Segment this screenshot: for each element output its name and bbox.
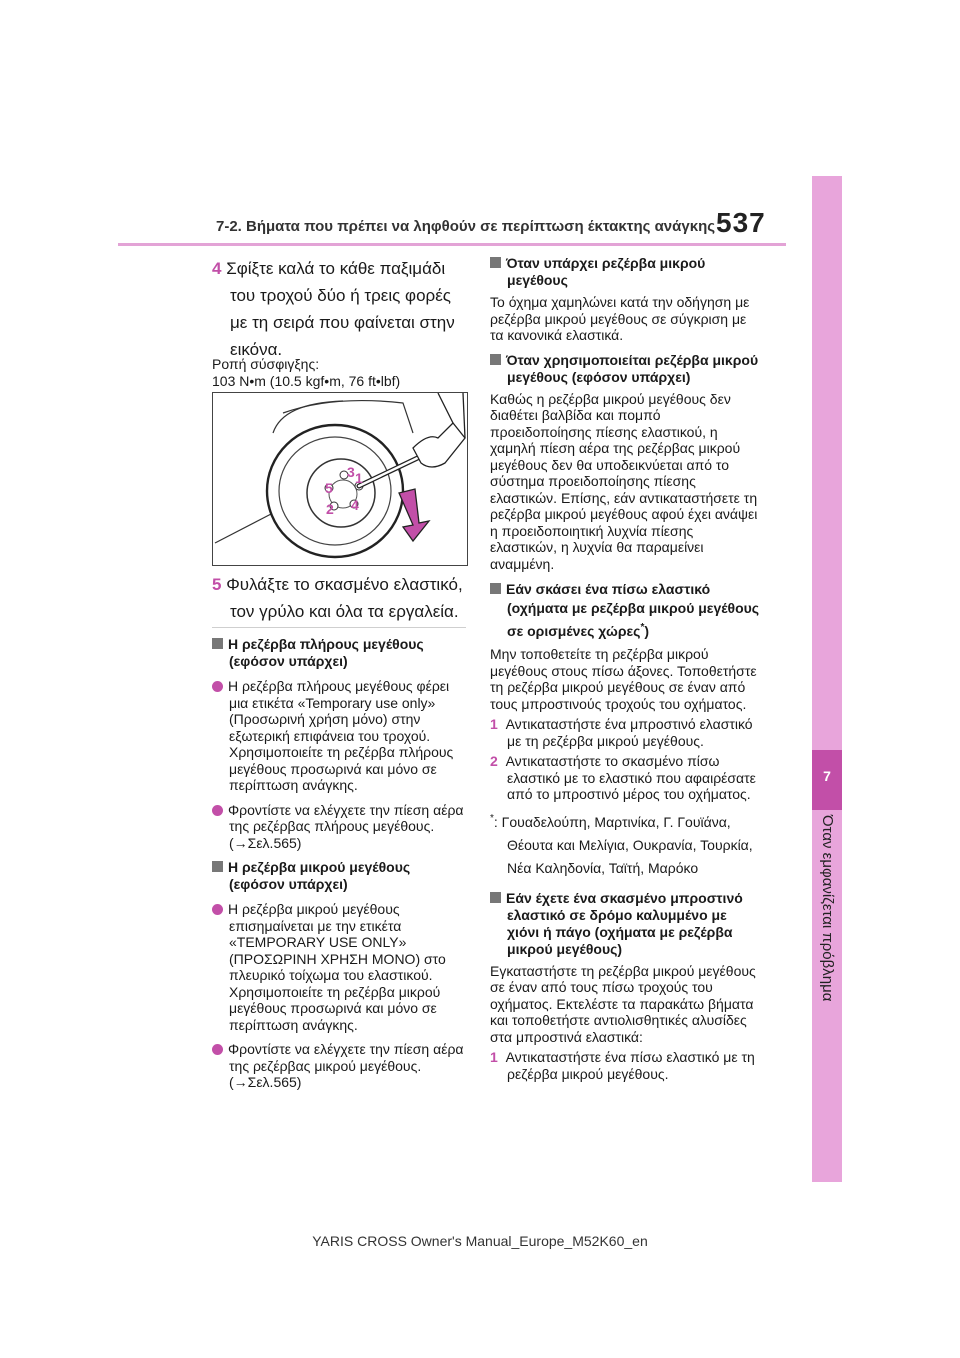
page-number: 537 [716, 207, 766, 238]
wheel-nut-figure [212, 392, 468, 566]
step-4-text: Σφίξτε καλά το κάθε παξιμάδι του τροχού δύο ή τρεις φορές με τη σειρά που φαίνεται στην εικόνα. [226, 259, 455, 359]
header-title: 7-2. Βήματα που πρέπει να ληφθούν σε περίπτωση έκτακτης ανάγκης [216, 218, 716, 235]
square-bullet-icon [212, 638, 223, 649]
section-rear-flat-text: Μην τοποθετείτε τη ρεζέρβα μικρού μεγέθους στους πίσω άξονες. Τοποθετήστε τη ρεζέρβα μικρού μεγέθους σε έναν από τους μπροστινούς τροχούς του οχήματος. [490, 646, 757, 712]
section-compact-use-text: Καθώς η ρεζέρβα μικρού μεγέθους δεν διαθέτει βαλβίδα και πομπό προειδοποίησης πίεσης ελαστικού, η χαμηλή πίεση αέρα της ρεζέρβας μικρού μεγέθους δεν θα υποδεικνύεται από το σύστημα προειδοποίησης πίεσης ελαστικών. Επίσης, εάν αντικαταστήσετε τη ρεζέρβα μικρού μεγέθους αφού έχει ανάψει η προειδοποιητική λυχνία πίεσης ελαστικών, η λυχνία θα παραμείνει αναμμένη. [490, 390, 758, 572]
section-front-flat-snow-text: Εγκαταστήστε τη ρεζέρβα μικρού μεγέθους σε έναν από τους πίσω τροχούς του οχήματος. Εκτελέστε τα παρακάτω βήματα και τοποθετήστε αντιολισθητικές αλυσίδες στα μπροστινά ελαστικά: [490, 962, 756, 1045]
section-full-size-spare-title: Η ρεζέρβα πλήρους μεγέθους (εφόσον υπάρχει) [212, 636, 468, 670]
figure-label-2: 2 [326, 501, 334, 517]
side-tab-label-wrap [810, 815, 844, 1025]
square-bullet-icon [490, 892, 501, 903]
torque-value: 103 N•m (10.5 kgf•m, 76 ft•lbf) [212, 372, 401, 389]
square-bullet-icon [212, 861, 223, 872]
step-4-number: 4 [212, 259, 222, 278]
footer: YARIS CROSS Owner's Manual_Europe_M52K60_en [312, 1233, 648, 1249]
square-bullet-icon [490, 583, 501, 594]
footnote: *: Γουαδελούπη, Μαρτινίκα, Γ. Γουϊάνα, Θέουτα και Μελίγια, Ουκρανία, Τουρκία, Νέα Καληδονία, Ταϊτή, Μαρόκο [490, 812, 753, 876]
right-notes [490, 255, 760, 1082]
section-compact-spare-title: Η ρεζέρβα μικρού μεγέθους (εφόσον υπάρχει) [212, 859, 468, 893]
round-bullet-icon [212, 681, 223, 692]
bullet-full-size-label: Η ρεζέρβα πλήρους μεγέθους φέρει μια ετικέτα «Temporary use only» (Προσωρινή χρήση μόνο) στην εξωτερική επιφάνεια του τροχού. Χρησιμοποιείτε τη ρεζέρβα πλήρους μεγέθους προσωρινά και μόνο σε περίπτωση ανάγκης. [212, 678, 468, 794]
rear-flat-step-2: 2 Αντικαταστήστε το σκασμένο πίσω ελαστικό με το ελαστικό που αφαιρέσατε από το μπροστινό μέρος του οχήματος. [490, 753, 756, 802]
step-4 [212, 255, 470, 363]
rear-flat-step-1: 1 Αντικαταστήστε ένα μπροστινό ελαστικό με τη ρεζέρβα μικρού μεγέθους. [490, 716, 753, 749]
bullet-compact-label: Η ρεζέρβα μικρού μεγέθους επισημαίνεται με την ετικέτα «TEMPORARY USE ONLY» (ΠΡΟΣΩΡΙΝΗ ΧΡΗΣΗ ΜΟΝΟ) στο πλευρικό τοίχωμα του ελαστικού. Χρησιμοποιείτε τη ρεζέρβα μικρού μεγέθους προσωρινά και μόνο σε περίπτωση ανάγκης. [212, 901, 468, 1033]
front-flat-step-1: 1 Αντικαταστήστε ένα πίσω ελαστικό με τη ρεζέρβα μικρού μεγέθους. [490, 1049, 755, 1082]
square-bullet-icon [490, 257, 501, 268]
round-bullet-icon [212, 904, 223, 915]
figure-label-3: 3 [347, 464, 355, 480]
section-rear-flat-title: Εάν σκάσει ένα πίσω ελαστικό (οχήματα με ρεζέρβα μικρού μεγέθους σε ορισμένες χώρες*) [490, 580, 760, 641]
left-notes [212, 636, 468, 1091]
side-tab [812, 176, 842, 1182]
section-compact-lower-text: Το όχημα χαμηλώνει κατά την οδήγηση με ρεζέρβα μικρού μεγέθους σε σύγκριση με τα κανονικά ελαστικά. [490, 294, 750, 343]
section-divider [212, 627, 466, 628]
wheel-illustration [213, 393, 467, 565]
bullet-full-size-pressure: Φροντίστε να ελέγχετε την πίεση αέρα της ρεζέρβας πλήρους μεγέθους. (→Σελ.565) [212, 802, 468, 852]
figure-label-5: 5 [325, 480, 333, 496]
figure-label-1: 1 [355, 470, 363, 486]
step-5-number: 5 [212, 575, 222, 594]
torque-spec [212, 356, 468, 389]
section-compact-lower-title: Όταν υπάρχει ρεζέρβα μικρού μεγέθους [490, 255, 760, 289]
side-tab-label: Όταν εμφανίζεται πρόβλημα [819, 815, 836, 1002]
square-bullet-icon [490, 354, 501, 365]
section-compact-use-title: Όταν χρησιμοποιείται ρεζέρβα μικρού μεγέθους (εφόσον υπάρχει) [490, 352, 760, 386]
step-5 [212, 571, 470, 625]
step-5-text: Φυλάξτε το σκασμένο ελαστικό, τον γρύλο και όλα τα εργαλεία. [226, 575, 463, 621]
round-bullet-icon [212, 1044, 223, 1055]
section-front-flat-snow-title: Εάν έχετε ένα σκασμένο μπροστινό ελαστικό σε δρόμο καλυμμένο με χιόνι ή πάγο (οχήματα με ρεζέρβα μικρού μεγέθους) [490, 890, 760, 958]
side-tab-number: 7 [823, 768, 831, 784]
header-rule [118, 243, 786, 246]
torque-label: Ροπή σύσφιγξης: [212, 356, 320, 372]
round-bullet-icon [212, 805, 223, 816]
bullet-compact-pressure: Φροντίστε να ελέγχετε την πίεση αέρα της ρεζέρβας μικρού μεγέθους. (→Σελ.565) [212, 1041, 468, 1091]
figure-label-4: 4 [351, 497, 359, 513]
